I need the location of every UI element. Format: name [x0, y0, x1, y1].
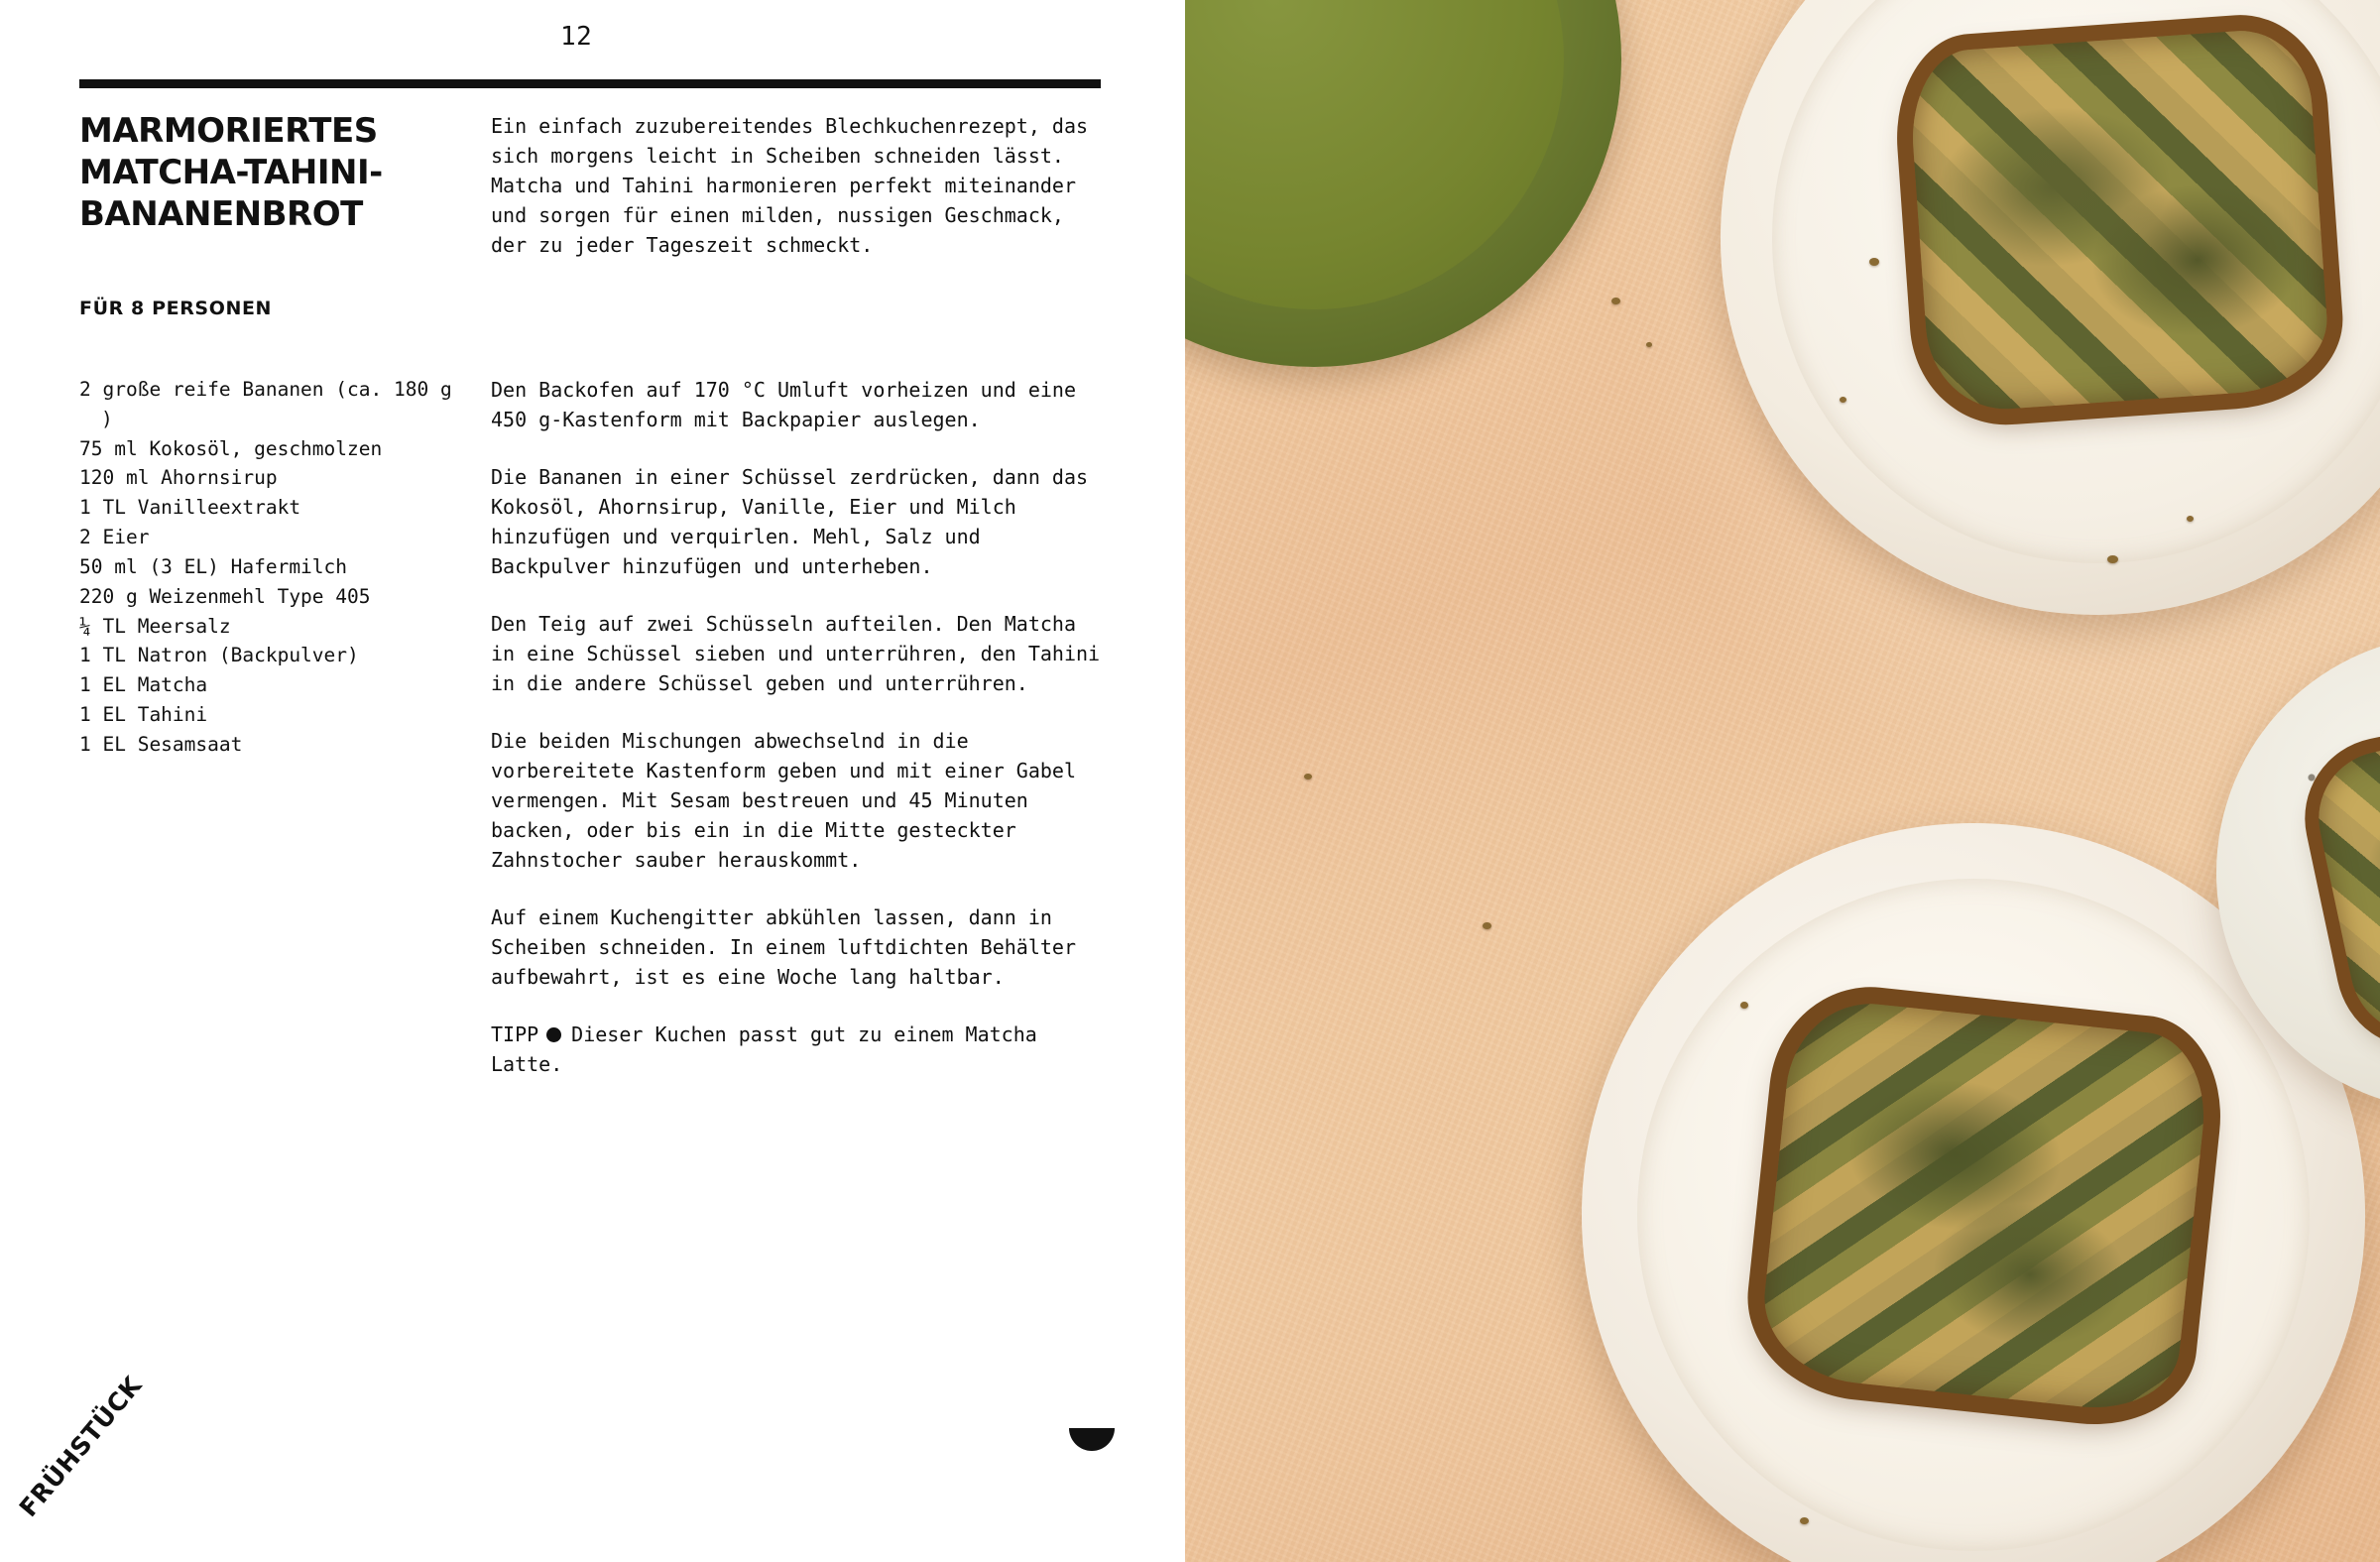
- half-circle-icon: [1069, 1428, 1115, 1451]
- tip-text: Dieser Kuchen passt gut zu einem Matcha Latte.: [491, 1022, 1037, 1076]
- bullet-dot-icon: [546, 1027, 561, 1042]
- bread-slice: [1746, 986, 2221, 1426]
- method-step: Den Teig auf zwei Schüsseln aufteilen. Den Matcha in eine Schüssel sieben und unterrühren, den Tahini in die andere Schüssel geben und unterrühren.: [491, 612, 1101, 695]
- list-item: 75 ml Kokosöl, geschmolzen: [79, 436, 383, 460]
- bread-crust: [1890, 9, 2349, 430]
- method-step: Den Backofen auf 170 °C Umluft vorheizen und eine 450 g-Kastenform mit Backpapier auslegen.: [491, 378, 1077, 431]
- crumb: [1304, 774, 1312, 780]
- method-step: Auf einem Kuchengitter abkühlen lassen, dann in Scheiben schneiden. In einem luftdichten Behälter aufbewahrt, ist es eine Woche lang haltbar.: [491, 905, 1077, 989]
- list-item: 1 EL Sesamsaat: [79, 732, 243, 756]
- white-plate-bottom-well: [1637, 879, 2310, 1551]
- list-item: 1 EL Tahini: [79, 703, 208, 727]
- recipe-photo: [1185, 0, 2380, 1562]
- tip-label: TIPP: [491, 1022, 539, 1046]
- recipe-page: [0, 0, 1185, 1562]
- page-title: MARMORIERTES MATCHA-TAHINI-BANANENBROT: [79, 111, 383, 234]
- crumb: [1869, 258, 1879, 266]
- recipe-intro: Ein einfach zuzubereitendes Blechkuchenrezept, das sich morgens leicht in Scheiben schneiden lässt. Matcha und Tahini harmonieren perfekt miteinander und sorgen für einen milden, nussigen Geschmack, der zu jeder Tageszeit schmeckt.: [491, 114, 1089, 257]
- method-step: Die Bananen in einer Schüssel zerdrücken, dann das Kokosöl, Ahornsirup, Vanille, Eier und Milch hinzufügen und verquirlen. Mehl, Salz und Backpulver hinzufügen und unterheben.: [491, 465, 1089, 578]
- list-item: 1 EL Matcha: [79, 673, 208, 697]
- crumb: [1840, 397, 1846, 403]
- page-number: 12: [560, 22, 593, 52]
- crumb: [2187, 516, 2194, 522]
- tip-paragraph: [491, 1020, 1106, 1079]
- green-plate-well: [1185, 0, 1564, 309]
- crumb: [2107, 555, 2118, 563]
- list-item: 50 ml (3 EL) Hafermilch: [79, 554, 348, 578]
- green-plate: [1185, 0, 1621, 367]
- bread-slice: [1898, 18, 2339, 422]
- white-plate-top-well: [1772, 0, 2380, 563]
- list-item: 220 g Weizenmehl Type 405: [79, 584, 371, 608]
- list-item: 2 Eier: [79, 526, 150, 549]
- list-item: 1 TL Vanilleextrakt: [79, 496, 301, 520]
- crumb: [1646, 342, 1652, 347]
- crumb: [1611, 298, 1620, 304]
- method-step: Die beiden Mischungen abwechselnd in die vorbereitete Kastenform geben und mit einer Gabel vermengen. Mit Sesam bestreuen und 45 Minuten backen, oder bis ein in die Mitte gesteckter Zahnstocher sauber herauskommt.: [491, 729, 1077, 872]
- crumb: [1483, 922, 1491, 929]
- ingredients-list: [79, 375, 456, 760]
- white-plate-top: [1721, 0, 2380, 615]
- list-item: 1 TL Natron (Backpulver): [79, 644, 359, 667]
- list-item: ¼ TL Meersalz: [79, 614, 231, 638]
- list-item: 2 große reife Bananen (ca. 180 g ): [79, 378, 452, 430]
- crumb: [1800, 1517, 1809, 1524]
- bread-crust: [1738, 977, 2231, 1434]
- servings-label: FÜR 8 PERSONEN: [79, 298, 273, 319]
- crumb: [1740, 1002, 1748, 1009]
- list-item: 120 ml Ahornsirup: [79, 466, 278, 490]
- chapter-tag: FRÜHSTÜCK: [13, 1371, 148, 1522]
- method-steps: [491, 375, 1106, 1079]
- header-rule: [79, 79, 1101, 88]
